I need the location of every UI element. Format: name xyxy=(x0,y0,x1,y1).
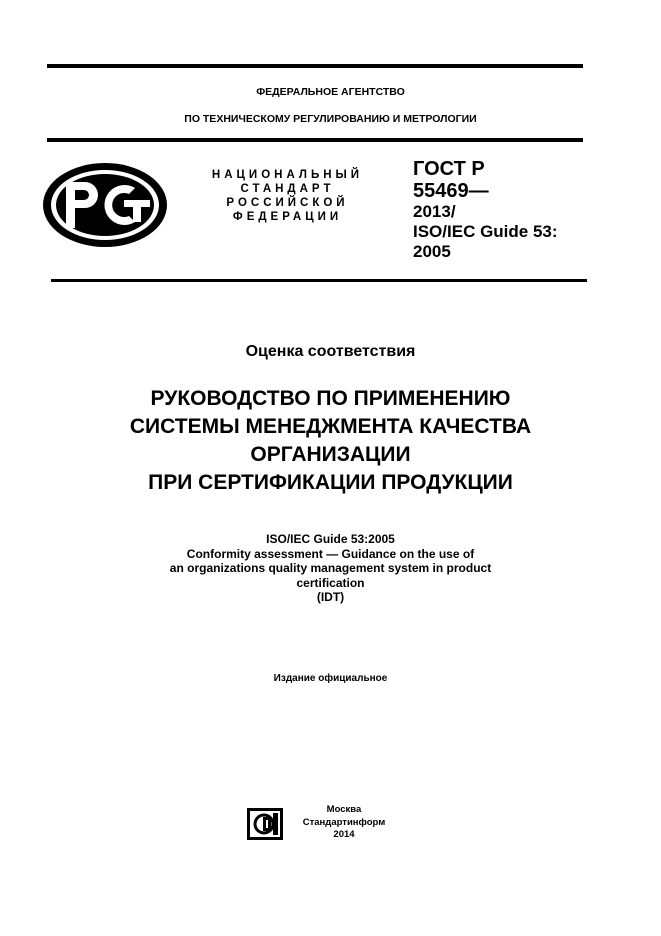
national-standard-line-1: НАЦИОНАЛЬНЫЙ xyxy=(211,169,364,181)
intl-line-4: certification xyxy=(296,575,365,590)
national-standard-line-2: СТАНДАРТ xyxy=(240,183,335,195)
top-rule xyxy=(47,64,583,68)
intl-line-5: (IDT) xyxy=(316,590,345,604)
title-line-1: РУКОВОДСТВО ПО ПРИМЕНЕНИЮ xyxy=(150,387,511,410)
lower-header-rule xyxy=(51,279,587,282)
standard-code xyxy=(413,158,643,262)
document-subject: Оценка соответствия xyxy=(245,343,416,360)
title-line-4: ПРИ СЕРТИФИКАЦИИ ПРОДУКЦИИ xyxy=(148,471,513,494)
publisher-block xyxy=(294,804,394,842)
title-line-2: СИСТЕМЫ МЕНЕДЖМЕНТА КАЧЕСТВА xyxy=(129,415,532,438)
title-line-3: ОРГАНИЗАЦИИ xyxy=(250,443,411,466)
publisher-name: Стандартинформ xyxy=(302,816,386,828)
intl-line-3: an organizations quality management system in product xyxy=(169,561,492,575)
upper-header-rule xyxy=(47,138,583,142)
agency-line-2: ПО ТЕХНИЧЕСКОМУ РЕГУЛИРОВАНИЮ И МЕТРОЛОГИИ xyxy=(184,113,477,125)
standard-code-line-3: 2013/ xyxy=(413,202,456,221)
standartinform-logo-icon xyxy=(247,808,283,840)
edition-label: Издание официальное xyxy=(273,673,388,684)
publisher-year: 2014 xyxy=(333,829,355,840)
intl-line-2: Conformity assessment — Guidance on the use of xyxy=(186,546,475,561)
international-reference xyxy=(0,532,661,605)
publisher-city: Москва xyxy=(326,804,362,815)
national-standard-line-3: РОССИЙСКОЙ xyxy=(226,197,349,209)
national-standard-label xyxy=(175,168,400,224)
standard-code-line-2: 55469— xyxy=(413,180,489,202)
intl-line-1: ISO/IEC Guide 53:2005 xyxy=(266,532,395,546)
standard-code-line-5: 2005 xyxy=(413,242,451,261)
agency-line-1: ФЕДЕРАЛЬНОЕ АГЕНТСТВО xyxy=(256,86,405,98)
standard-code-line-1: ГОСТ Р xyxy=(413,158,485,180)
standard-code-line-4: ISO/IEC Guide 53: xyxy=(413,222,558,241)
national-standard-line-4: ФЕДЕРАЦИИ xyxy=(232,211,343,223)
gost-r-emblem-icon xyxy=(40,160,170,250)
document-title xyxy=(0,385,661,497)
